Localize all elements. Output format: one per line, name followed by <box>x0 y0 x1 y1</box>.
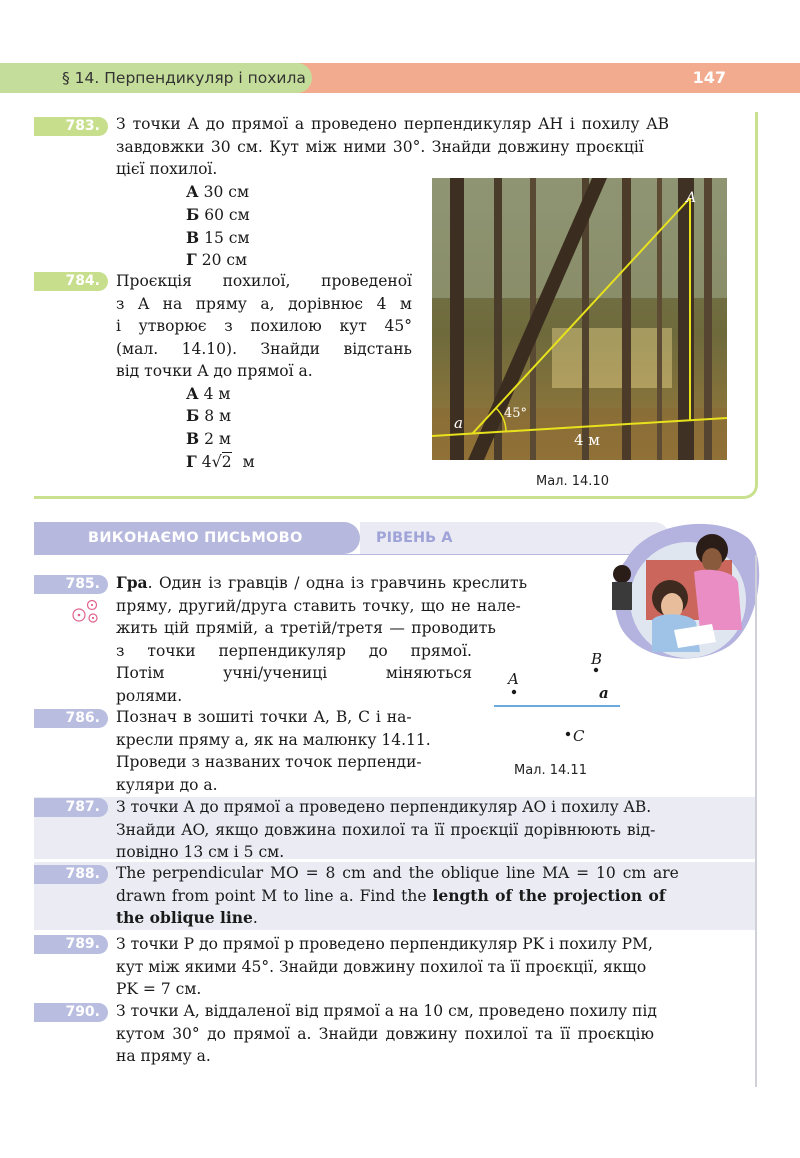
figure-14-11-label-a: a <box>599 684 609 702</box>
option-783-a: А 30 см <box>186 182 250 201</box>
problem-790-number: 790. <box>34 1003 108 1022</box>
header-section-tab <box>0 63 312 93</box>
figure-14-11 <box>492 648 632 758</box>
photo-angle-label: 45° <box>504 406 528 421</box>
page-number: 147 <box>692 68 726 87</box>
problem-785-line: жить цій прямій, а третій/третя — проводить <box>116 619 496 637</box>
option-784-b: Б 8 м <box>186 406 232 425</box>
problem-786-line: куляри до a. <box>116 775 218 794</box>
problem-786-line: кресли пряму a, як на малюнку 14.11. <box>116 730 431 749</box>
problem-784-line: Проєкція похилої, проведеної <box>116 272 412 290</box>
problem-788-line: . <box>252 909 258 927</box>
problem-784-line: з A на пряму a, дорівнює 4 м <box>116 294 412 313</box>
photo-label-A: A <box>686 190 697 206</box>
sqrt-icon: √ <box>211 452 222 471</box>
problem-790-line: на пряму a. <box>116 1047 211 1065</box>
option-784-a: А 4 м <box>186 384 231 403</box>
figure-14-11-label-B: B <box>591 650 603 668</box>
forest-photo <box>432 178 727 460</box>
level-underline <box>34 554 674 555</box>
figure-14-11-drawing <box>492 648 632 758</box>
students-illustration-drawing <box>608 520 764 662</box>
problem-788-text <box>116 862 679 930</box>
problem-787-text <box>116 796 655 864</box>
problem-785-line: . Один із гравців / одна із гравчинь креслить <box>147 574 528 592</box>
figure-14-11-caption: Мал. 14.11 <box>514 763 587 778</box>
problem-789-line: кут між якими 45°. Знайди довжину похилої та її проєкції, якщо <box>116 957 647 976</box>
problem-789-line: PK = 7 см. <box>116 980 202 998</box>
section-header <box>34 522 360 554</box>
students-illustration <box>608 520 764 662</box>
problem-790-line: кутом 30° до прямої a. Знайди довжину похилої та її проєкцію <box>116 1024 654 1043</box>
problem-783-line: завдовжки 30 см. Кут між ними 30°. Знайди довжину проєкції <box>116 137 644 156</box>
problem-785-line: з точки перпендикуляр до прямої. <box>116 641 472 660</box>
forest-photo-drawing <box>432 178 727 460</box>
problem-788-line: The perpendicular MO = 8 cm and the oblique line MA = 10 cm are <box>116 864 679 882</box>
figure-14-11-label-C: C <box>573 727 585 745</box>
problem-784-text <box>116 270 412 383</box>
problem-788-line: drawn from point M to line a. Find the <box>116 886 427 905</box>
problem-784-number: 784. <box>34 272 108 291</box>
problem-785-bold: Гра <box>116 573 148 592</box>
problem-783-line: цієї похилої. <box>116 160 218 178</box>
problem-784-line: від точки A до прямої a. <box>116 362 313 380</box>
game-icon <box>70 597 100 625</box>
problem-790-text <box>116 1000 657 1068</box>
problem-787-number: 787. <box>34 798 108 817</box>
problem-786-text <box>116 706 431 796</box>
problem-787-line: З точки A до прямої a проведено перпендикуляр AO і похилу AB. <box>116 798 652 816</box>
problem-790-line: З точки A, віддаленої від прямої a на 10 см, проведено похилу під <box>116 1002 657 1020</box>
problem-785-line: пряму, другий/друга ставить точку, що не нале- <box>116 596 521 615</box>
problem-788-bold: length of the projection of <box>432 885 666 905</box>
problem-789-number: 789. <box>34 935 108 954</box>
header-title: § 14. Перпендикуляр і похила <box>62 69 306 87</box>
photo-label-a: a <box>454 414 463 432</box>
option-784-d: Г 4√2 м <box>186 452 255 471</box>
problem-787-line: Знайди AO, якщо довжина похилої та її проєкції дорівнюють від- <box>116 820 656 839</box>
problem-786-line: Познач в зошиті точки A, B, C і на- <box>116 708 412 726</box>
problem-785-number: 785. <box>34 575 108 594</box>
problem-788-bold: the oblique line <box>116 908 253 927</box>
right-margin-rule <box>755 555 757 1087</box>
problem-785-text <box>116 572 527 707</box>
problem-786-number: 786. <box>34 709 108 728</box>
problem-783-number: 783. <box>34 117 108 136</box>
problem-785-line: ролями. <box>116 686 183 705</box>
option-783-b: Б 60 см <box>186 205 250 224</box>
problem-783-text <box>116 113 669 181</box>
problem-786-line: Проведи з названих точок перпенди- <box>116 753 422 771</box>
figure-14-10-caption: Мал. 14.10 <box>536 474 609 489</box>
option-783-c: В 15 см <box>186 228 250 247</box>
problem-788-number: 788. <box>34 865 108 884</box>
problem-789-line: З точки P до прямої p проведено перпендикуляр PK і похилу PM, <box>116 935 653 953</box>
figure-14-11-label-A: A <box>508 670 519 688</box>
level-title: РІВЕНЬ А <box>376 530 453 546</box>
problem-789-text <box>116 933 653 1001</box>
problem-783-line: З точки A до прямої a проведено перпендикуляр AH і похилу AB <box>116 115 670 133</box>
photo-length-label: 4 м <box>574 431 600 449</box>
option-784-c: В 2 м <box>186 429 231 448</box>
section-title: ВИКОНАЄМО ПИСЬМОВО <box>88 530 303 546</box>
problem-784-line: і утворює з похилою кут 45° <box>116 317 412 335</box>
problem-785-line: Потім учні/учениці міняються <box>116 664 472 682</box>
option-783-d: Г 20 см <box>186 250 248 269</box>
running-header <box>0 63 800 93</box>
problem-787-line: повідно 13 см і 5 см. <box>116 843 285 861</box>
problem-784-line: (мал. 14.10). Знайди відстань <box>116 339 412 358</box>
